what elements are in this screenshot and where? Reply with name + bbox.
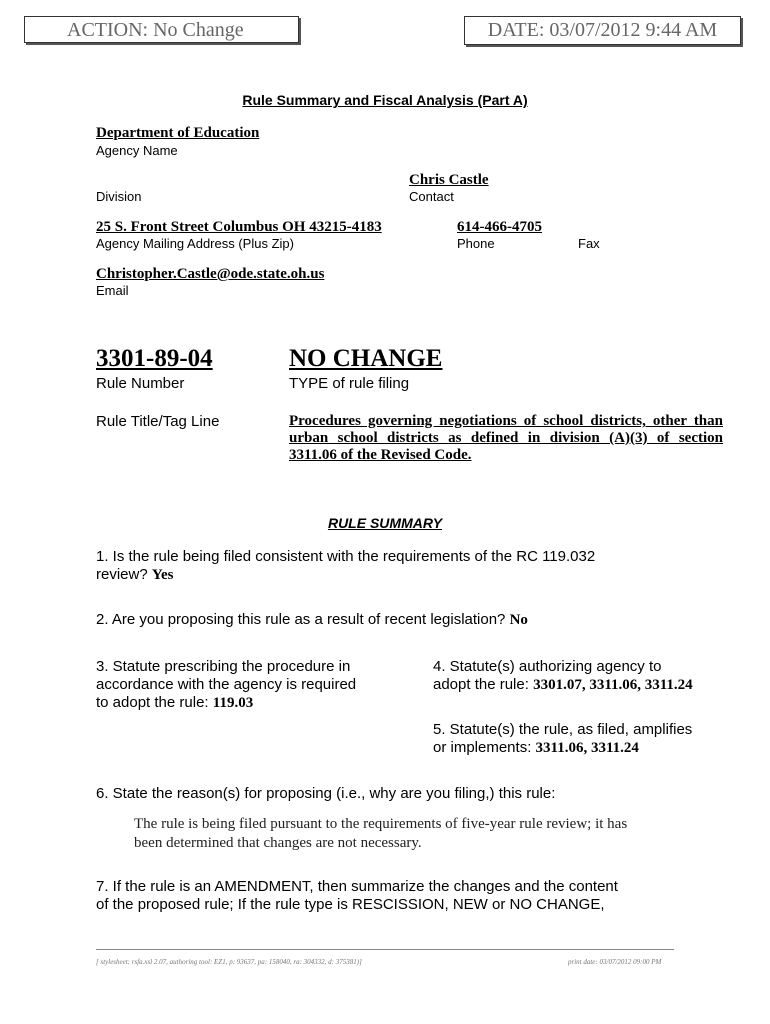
question-5-text-line2: or implements: bbox=[433, 739, 532, 756]
email-label: Email bbox=[96, 283, 129, 298]
footer-divider bbox=[96, 949, 674, 950]
print-date: print date: 03/07/2012 09:00 PM bbox=[568, 958, 662, 966]
question-4-text-line1: 4. Statute(s) authorizing agency to bbox=[433, 658, 662, 675]
question-1 bbox=[96, 548, 736, 584]
question-4 bbox=[433, 658, 753, 694]
agency-name-value: Department of Education bbox=[96, 125, 260, 141]
contact-value: Chris Castle bbox=[409, 172, 489, 188]
filing-type-label: TYPE of rule filing bbox=[289, 375, 410, 392]
question-6-answer-line1: The rule is being filed pursuant to the requirements of five-year rule review; it has bbox=[134, 816, 628, 832]
action-status-text: ACTION: No Change bbox=[67, 19, 244, 41]
question-3-answer: 119.03 bbox=[212, 695, 254, 711]
mailing-address-label: Agency Mailing Address (Plus Zip) bbox=[96, 236, 294, 251]
question-6: 6. State the reason(s) for proposing (i.e., why are you filing,) this rule: bbox=[96, 785, 556, 802]
phone-label: Phone bbox=[457, 236, 495, 251]
date-text: DATE: 03/07/2012 9:44 AM bbox=[487, 19, 718, 41]
question-2 bbox=[96, 611, 736, 629]
contact-label: Contact bbox=[409, 189, 454, 204]
phone-value: 614-466-4705 bbox=[457, 219, 542, 235]
question-3-text-line1: 3. Statute prescribing the procedure in bbox=[96, 658, 351, 675]
rule-title-label: Rule Title/Tag Line bbox=[96, 413, 220, 430]
rule-number-value: 3301-89-04 bbox=[96, 345, 213, 372]
question-3-text-line2: accordance with the agency is required bbox=[96, 676, 357, 693]
question-6-answer bbox=[134, 815, 734, 853]
question-7-text-line1: 7. If the rule is an AMENDMENT, then summarize the changes and the content bbox=[96, 878, 618, 895]
filing-type-value: NO CHANGE bbox=[289, 345, 443, 372]
question-5-text-line1: 5. Statute(s) the rule, as filed, amplifies bbox=[433, 721, 693, 738]
action-status-box bbox=[24, 16, 299, 43]
rule-title-value: Procedures governing negotiations of school districts, other than urban school districts as defined in division (A)(3) of section 3311.06 of the Revised Code. bbox=[289, 413, 723, 463]
question-5-answer: 3311.06, 3311.24 bbox=[535, 740, 639, 756]
footer-metadata: [ stylesheet: rsfa.xsl 2.07, authoring tool: EZ1, p: 93637, pa: 158040, ra: 304332, d: 375381)] bbox=[96, 958, 362, 966]
question-1-answer: Yes bbox=[151, 567, 174, 583]
document-title: Rule Summary and Fiscal Analysis (Part A) bbox=[242, 92, 528, 108]
question-1-text-line2: review? bbox=[96, 566, 148, 583]
question-5 bbox=[433, 721, 753, 757]
question-6-answer-line2: been determined that changes are not necessary. bbox=[134, 835, 422, 851]
question-7 bbox=[96, 878, 746, 914]
division-label: Division bbox=[96, 189, 142, 204]
question-3 bbox=[96, 658, 416, 712]
email-value: Christopher.Castle@ode.state.oh.us bbox=[96, 266, 325, 282]
mailing-address-value: 25 S. Front Street Columbus OH 43215-4183 bbox=[96, 219, 382, 235]
question-4-answer: 3301.07, 3311.06, 3311.24 bbox=[533, 677, 693, 693]
agency-name-label: Agency Name bbox=[96, 143, 178, 158]
fax-label: Fax bbox=[578, 236, 600, 251]
question-2-answer: No bbox=[509, 612, 528, 628]
question-1-text-line1: 1. Is the rule being filed consistent with the requirements of the RC 119.032 bbox=[96, 548, 596, 565]
date-box bbox=[464, 16, 741, 45]
question-2-text: 2. Are you proposing this rule as a result of recent legislation? bbox=[96, 611, 506, 628]
rule-summary-heading: RULE SUMMARY bbox=[327, 515, 443, 531]
question-4-text-line2: adopt the rule: bbox=[433, 676, 529, 693]
question-3-text-line3: to adopt the rule: bbox=[96, 694, 209, 711]
question-7-text-line2: of the proposed rule; If the rule type is RESCISSION, NEW or NO CHANGE, bbox=[96, 896, 605, 913]
rule-number-label: Rule Number bbox=[96, 375, 185, 392]
